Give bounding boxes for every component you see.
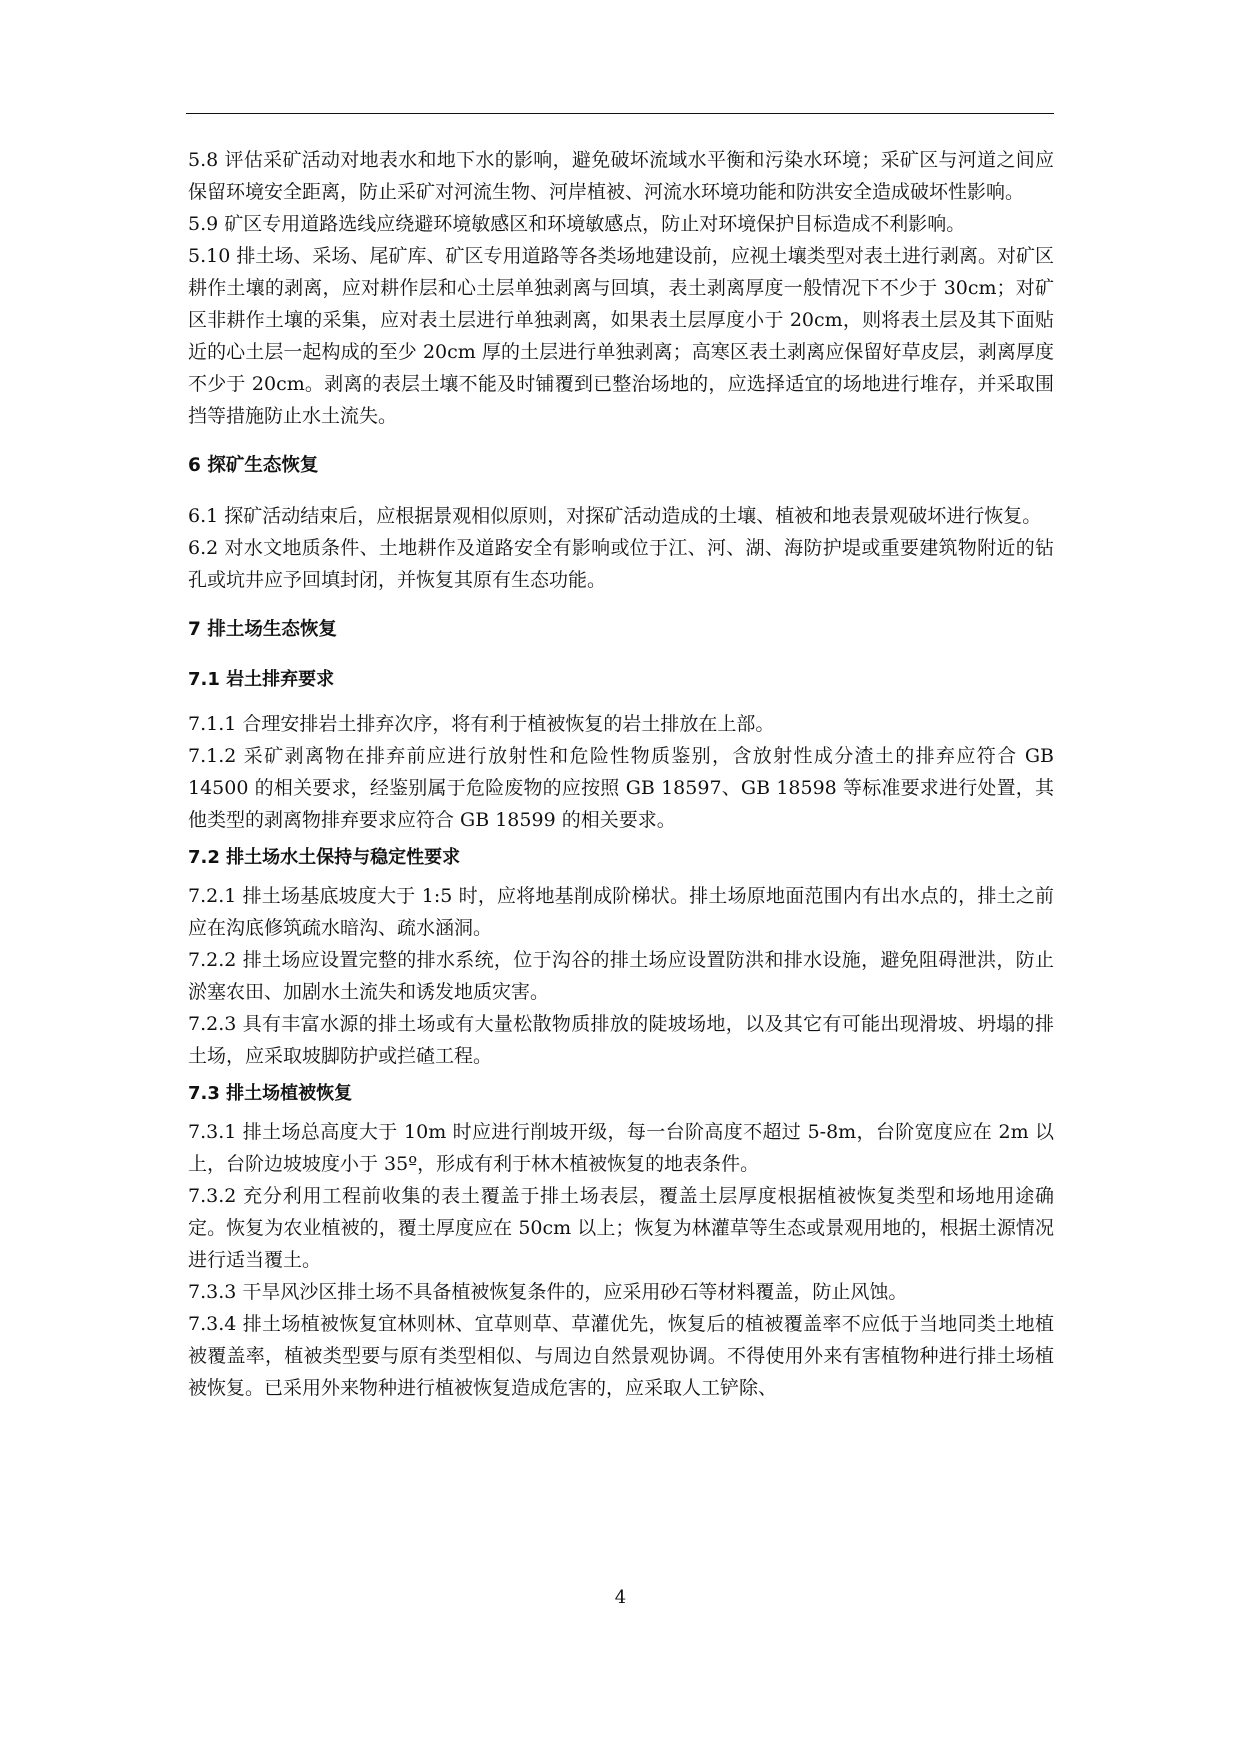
clause-7-3-2: 7.3.2 充分利用工程前收集的表土覆盖于排土场表层，覆盖土层厚度根据植被恢复类型和场地用途确定。恢复为农业植被的，覆土厚度应在 50cm 以上；恢复为林灌草等生态或景观用地的，根据土源情况进行适当覆土。 — [188, 1185, 1054, 1271]
section-heading-6: 6 探矿生态恢复 — [188, 455, 319, 476]
page-number: 4 — [614, 1587, 627, 1608]
subsection-heading-7-3: 7.3 排土场植被恢复 — [188, 1083, 353, 1104]
clause-5-9: 5.9 矿区专用道路选线应绕避环境敏感区和环境敏感点，防止对环境保护目标造成不利影响。 — [188, 213, 966, 235]
section-heading-7: 7 排土场生态恢复 — [188, 619, 337, 640]
clause-7-3-3: 7.3.3 干旱风沙区排土场不具备植被恢复条件的，应采用砂石等材料覆盖，防止风蚀。 — [188, 1281, 908, 1303]
subsection-heading-7-2: 7.2 排土场水土保持与稳定性要求 — [188, 847, 461, 868]
subsection-heading-7-1: 7.1 岩土排弃要求 — [188, 669, 335, 690]
clause-7-3-4: 7.3.4 排土场植被恢复宜林则林、宜草则草、草灌优先，恢复后的植被覆盖率不应低于当地同类土地植被覆盖率，植被类型要与原有类型相似、与周边自然景观协调。不得使用外来有害植物种进行排土场植被恢复。已采用外来物种进行植被恢复造成危害的，应采取人工铲除、 — [188, 1313, 1054, 1399]
clause-7-3-1: 7.3.1 排土场总高度大于 10m 时应进行削坡开级，每一台阶高度不超过 5-8m，台阶宽度应在 2m 以上，台阶边坡坡度小于 35º，形成有利于林木植被恢复的地表条件。 — [188, 1121, 1054, 1175]
clause-6-1: 6.1 探矿活动结束后，应根据景观相似原则，对探矿活动造成的土壤、植被和地表景观破坏进行恢复。 — [188, 505, 1042, 527]
clause-5-8: 5.8 评估采矿活动对地表水和地下水的影响，避免破坏流域水平衡和污染水环境；采矿区与河道之间应保留环境安全距离，防止采矿对河流生物、河岸植被、河流水环境功能和防洪安全造成破坏性影响。 — [188, 149, 1054, 203]
clause-7-1-2: 7.1.2 采矿剥离物在排弃前应进行放射性和危险性物质鉴别，含放射性成分渣土的排弃应符合 GB 14500 的相关要求，经鉴别属于危险废物的应按照 GB 18597、GB 18598 等标准要求进行处置，其他类型的剥离物排弃要求应符合 GB 18599 的相关要求。 — [188, 745, 1054, 831]
clause-6-2: 6.2 对水文地质条件、土地耕作及道路安全有影响或位于江、河、湖、海防护堤或重要建筑物附近的钻孔或坑井应予回填封闭，并恢复其原有生态功能。 — [188, 537, 1054, 591]
clause-7-2-3: 7.2.3 具有丰富水源的排土场或有大量松散物质排放的陡坡场地，以及其它有可能出现滑坡、坍塌的排土场，应采取坡脚防护或拦碴工程。 — [188, 1013, 1054, 1067]
header-rule — [186, 113, 1054, 114]
clause-5-10: 5.10 排土场、采场、尾矿库、矿区专用道路等各类场地建设前，应视土壤类型对表土进行剥离。对矿区耕作土壤的剥离，应对耕作层和心土层单独剥离与回填，表土剥离厚度一般情况下不少于 30cm；对矿区非耕作土壤的采集，应对表土层进行单独剥离，如果表土层厚度小于 20cm，则将表土层及其下面贴近的心土层一起构成的至少 20cm 厚的土层进行单独剥离；高寒区表土剥离应保留好草皮层，剥离厚度不少于 20cm。剥离的表层土壤不能及时铺覆到已整治场地的，应选择适宜的场地进行堆存，并采取围挡等措施防止水土流失。 — [188, 245, 1054, 427]
clause-7-2-1: 7.2.1 排土场基底坡度大于 1:5 时，应将地基削成阶梯状。排土场原地面范围内有出水点的，排土之前应在沟底修筑疏水暗沟、疏水涵洞。 — [188, 885, 1054, 939]
document-body — [188, 144, 1054, 1404]
clause-7-1-1: 7.1.1 合理安排岩土排弃次序，将有利于植被恢复的岩土排放在上部。 — [188, 713, 775, 735]
clause-7-2-2: 7.2.2 排土场应设置完整的排水系统，位于沟谷的排土场应设置防洪和排水设施，避免阻碍泄洪，防止淤塞农田、加剧水土流失和诱发地质灾害。 — [188, 949, 1054, 1003]
